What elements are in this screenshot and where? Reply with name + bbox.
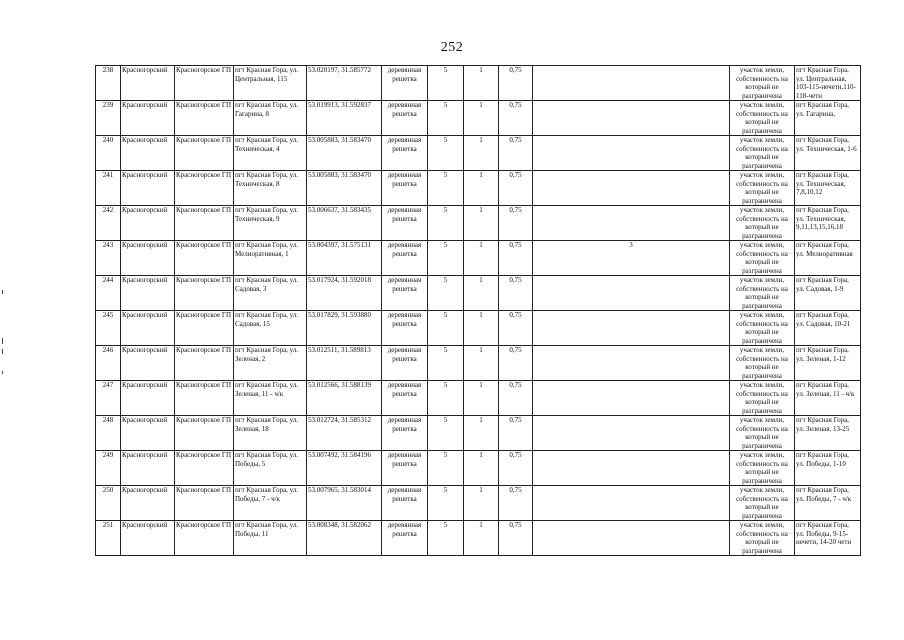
cell-coordinates: 53.007492, 31.584196 [307,451,382,486]
scan-mark [2,349,3,354]
cell-settlement: Красногорское ГП [175,416,234,451]
table-row [96,136,861,171]
cell-area: 5 [428,101,464,136]
cell-surface-type: деревянная решетка [382,486,428,521]
cell-area: 5 [428,171,464,206]
cell-row-number: 244 [96,276,121,311]
table-row [96,521,861,556]
table-row [96,66,861,101]
cell-surface-type: деревянная решетка [382,206,428,241]
cell-extra: 3 [533,241,730,276]
cell-land-status: участок земли, собственность на который не разграничена [730,101,795,136]
cell-settlement: Красногорское ГП [175,486,234,521]
cell-surface-type: деревянная решетка [382,101,428,136]
cell-extra [533,276,730,311]
cell-settlement: Красногорское ГП [175,66,234,101]
cell-surface-type: деревянная решетка [382,311,428,346]
cell-land-status: участок земли, собственность на который не разграничена [730,171,795,206]
cell-waste-source: пгт Красная Гора, ул. Техническая, 9,11,13,15,16,18 [795,206,861,241]
cell-land-status: участок земли, собственность на который не разграничена [730,206,795,241]
cell-coordinates: 53.005883, 31.583470 [307,171,382,206]
registry-body [96,66,861,556]
cell-extra [533,346,730,381]
cell-coordinates: 53.019913, 31.592837 [307,101,382,136]
cell-container-volume: 0,75 [499,381,533,416]
cell-area: 5 [428,241,464,276]
table-row [96,416,861,451]
cell-container-count: 1 [464,311,499,346]
cell-area: 5 [428,486,464,521]
cell-district: Красногорский [121,276,175,311]
cell-container-count: 1 [464,101,499,136]
cell-address: пгт Красная Гора, ул. Гагарина, 8 [234,101,307,136]
cell-settlement: Красногорское ГП [175,171,234,206]
cell-row-number: 240 [96,136,121,171]
cell-settlement: Красногорское ГП [175,346,234,381]
cell-area: 5 [428,346,464,381]
cell-extra [533,136,730,171]
cell-land-status: участок земли, собственность на который не разграничена [730,276,795,311]
cell-surface-type: деревянная решетка [382,521,428,556]
cell-container-count: 1 [464,486,499,521]
cell-container-count: 1 [464,206,499,241]
cell-row-number: 245 [96,311,121,346]
cell-land-status: участок земли, собственность на который не разграничена [730,241,795,276]
table-row [96,381,861,416]
cell-district: Красногорский [121,346,175,381]
cell-container-count: 1 [464,416,499,451]
cell-coordinates: 53.012566, 31.588139 [307,381,382,416]
cell-extra [533,171,730,206]
cell-district: Красногорский [121,206,175,241]
cell-district: Красногорский [121,241,175,276]
table-row [96,311,861,346]
cell-row-number: 250 [96,486,121,521]
scan-mark [2,371,3,374]
cell-land-status: участок земли, собственность на который не разграничена [730,381,795,416]
cell-district: Красногорский [121,101,175,136]
scan-mark [2,290,3,294]
cell-container-count: 1 [464,521,499,556]
cell-address: пгт Красная Гора, ул. Садовая, 3 [234,276,307,311]
cell-container-volume: 0,75 [499,451,533,486]
cell-container-volume: 0,75 [499,486,533,521]
cell-land-status: участок земли, собственность на который не разграничена [730,66,795,101]
cell-row-number: 246 [96,346,121,381]
cell-container-volume: 0,75 [499,101,533,136]
cell-waste-source: пгт Красная Гора, ул. Гагарина, [795,101,861,136]
cell-coordinates: 53.012724, 31.585312 [307,416,382,451]
cell-coordinates: 53.017829, 31.593880 [307,311,382,346]
cell-settlement: Красногорское ГП [175,136,234,171]
cell-address: пгт Красная Гора, ул. Техническая, 8 [234,171,307,206]
cell-row-number: 243 [96,241,121,276]
cell-coordinates: 53.007965, 31.583014 [307,486,382,521]
cell-extra [533,451,730,486]
cell-area: 5 [428,66,464,101]
cell-settlement: Красногорское ГП [175,381,234,416]
cell-district: Красногорский [121,381,175,416]
cell-coordinates: 53.012511, 31.589813 [307,346,382,381]
cell-address: пгт Красная Гора, ул. Техническая, 4 [234,136,307,171]
cell-address: пгт Красная Гора, ул. Мелиоративная, 1 [234,241,307,276]
cell-land-status: участок земли, собственность на который не разграничена [730,136,795,171]
cell-row-number: 238 [96,66,121,101]
cell-waste-source: пгт Красная Гора, ул. Победы, 1-10 [795,451,861,486]
cell-area: 5 [428,451,464,486]
cell-container-count: 1 [464,66,499,101]
table-row [96,241,861,276]
cell-settlement: Красногорское ГП [175,521,234,556]
cell-area: 5 [428,206,464,241]
cell-settlement: Красногорское ГП [175,451,234,486]
cell-land-status: участок земли, собственность на который не разграничена [730,521,795,556]
cell-land-status: участок земли, собственность на который не разграничена [730,486,795,521]
cell-district: Красногорский [121,486,175,521]
cell-land-status: участок земли, собственность на который не разграничена [730,416,795,451]
cell-district: Красногорский [121,416,175,451]
cell-container-volume: 0,75 [499,346,533,381]
cell-settlement: Красногорское ГП [175,241,234,276]
cell-row-number: 247 [96,381,121,416]
cell-address: пгт Красная Гора, ул. Садовая, 15 [234,311,307,346]
scan-mark [2,338,3,344]
cell-waste-source: пгт Красная Гора, ул. Садовая, 10-21 [795,311,861,346]
cell-waste-source: пгт Красная Гора, ул. Садовая, 1-9 [795,276,861,311]
cell-coordinates: 53.017924, 31.592018 [307,276,382,311]
cell-area: 5 [428,136,464,171]
cell-district: Красногорский [121,311,175,346]
cell-row-number: 242 [96,206,121,241]
table-row [96,346,861,381]
cell-container-volume: 0,75 [499,66,533,101]
cell-district: Красногорский [121,136,175,171]
cell-waste-source: пгт Красная Гора, ул. Техническая, 7,8,10,12 [795,171,861,206]
cell-address: пгт Красная Гора, ул. Зеленая, 2 [234,346,307,381]
cell-area: 5 [428,521,464,556]
table-row [96,486,861,521]
registry-table [95,65,861,556]
cell-extra [533,101,730,136]
cell-surface-type: деревянная решетка [382,451,428,486]
cell-address: пгт Красная Гора, ул. Победы, 11 [234,521,307,556]
cell-address: пгт Красная Гора, ул. Победы, 5 [234,451,307,486]
cell-row-number: 239 [96,101,121,136]
cell-waste-source: пгт Красная Гора, ул. Зеленая, 13-25 [795,416,861,451]
cell-container-volume: 0,75 [499,206,533,241]
cell-container-volume: 0,75 [499,171,533,206]
cell-land-status: участок земли, собственность на который не разграничена [730,451,795,486]
cell-row-number: 248 [96,416,121,451]
cell-address: пгт Красная Гора, ул. Зеленая, 11 - ч/к [234,381,307,416]
page-number: 252 [440,40,464,55]
cell-land-status: участок земли, собственность на который не разграничена [730,346,795,381]
cell-land-status: участок земли, собственность на который не разграничена [730,311,795,346]
table-row [96,171,861,206]
cell-extra [533,381,730,416]
cell-coordinates: 53.006637, 31.583435 [307,206,382,241]
cell-surface-type: деревянная решетка [382,136,428,171]
cell-address: пгт Красная Гора, ул. Техническая, 9 [234,206,307,241]
cell-container-count: 1 [464,276,499,311]
cell-container-count: 1 [464,451,499,486]
cell-district: Красногорский [121,171,175,206]
cell-surface-type: деревянная решетка [382,171,428,206]
cell-container-volume: 0,75 [499,136,533,171]
cell-waste-source: пгт Красная Гора, ул. Зеленая, 1-12 [795,346,861,381]
cell-address: пгт Красная Гора, ул. Зеленая, 18 [234,416,307,451]
cell-address: пгт Красная Гора, ул. Центральная, 115 [234,66,307,101]
cell-extra [533,311,730,346]
cell-container-volume: 0,75 [499,241,533,276]
cell-address: пгт Красная Гора, ул. Победы, 7 - ч/к [234,486,307,521]
cell-area: 5 [428,381,464,416]
table-row [96,276,861,311]
cell-surface-type: деревянная решетка [382,241,428,276]
cell-surface-type: деревянная решетка [382,276,428,311]
cell-extra [533,486,730,521]
table-row [96,101,861,136]
cell-container-volume: 0,75 [499,311,533,346]
cell-surface-type: деревянная решетка [382,346,428,381]
cell-settlement: Красногорское ГП [175,206,234,241]
cell-coordinates: 53.008348, 31.582062 [307,521,382,556]
cell-extra [533,416,730,451]
cell-extra [533,206,730,241]
cell-area: 5 [428,416,464,451]
cell-settlement: Красногорское ГП [175,311,234,346]
cell-surface-type: деревянная решетка [382,381,428,416]
cell-extra [533,521,730,556]
table-row [96,206,861,241]
cell-container-count: 1 [464,171,499,206]
cell-row-number: 241 [96,171,121,206]
cell-coordinates: 53.004397, 31.575131 [307,241,382,276]
cell-waste-source: пгт Красная Гора, ул. Победы, 7 - ч/к [795,486,861,521]
cell-waste-source: пгт Красная Гора, ул. Зеленая, 11 - ч/к [795,381,861,416]
cell-container-count: 1 [464,136,499,171]
cell-settlement: Красногорское ГП [175,276,234,311]
cell-waste-source: пгт Красная Гора, ул. Мелиоративная [795,241,861,276]
cell-container-count: 1 [464,241,499,276]
cell-district: Красногорский [121,521,175,556]
table-row [96,451,861,486]
cell-waste-source: пгт Красная Гора, ул. Победы, 9-15-нечетн, 14-20 четн [795,521,861,556]
cell-settlement: Красногорское ГП [175,101,234,136]
cell-container-volume: 0,75 [499,276,533,311]
cell-area: 5 [428,311,464,346]
cell-row-number: 249 [96,451,121,486]
cell-area: 5 [428,276,464,311]
cell-container-volume: 0,75 [499,416,533,451]
cell-waste-source: пгт Красная Гора, ул. Центральная, 103-115-нечетн,110-118-четн [795,66,861,101]
cell-extra [533,66,730,101]
cell-container-count: 1 [464,346,499,381]
cell-surface-type: деревянная решетка [382,416,428,451]
cell-surface-type: деревянная решетка [382,66,428,101]
cell-row-number: 251 [96,521,121,556]
cell-container-count: 1 [464,381,499,416]
cell-district: Красногорский [121,451,175,486]
cell-coordinates: 53.005883, 31.583470 [307,136,382,171]
cell-container-volume: 0,75 [499,521,533,556]
cell-district: Красногорский [121,66,175,101]
cell-coordinates: 53.020197, 31.585772 [307,66,382,101]
cell-waste-source: пгт Красная Гора, ул. Техническая, 1-6 [795,136,861,171]
